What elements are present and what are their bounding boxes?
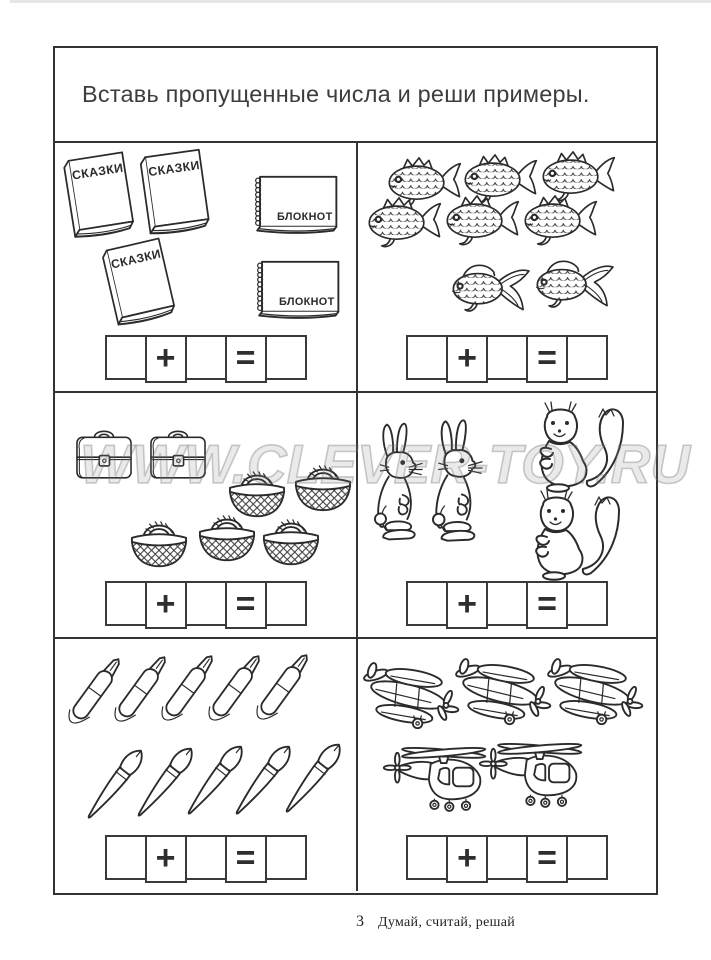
biplane-icon <box>362 659 458 731</box>
rabbit-icon <box>432 411 484 551</box>
biplane-icon <box>546 655 642 727</box>
plus-sign: + <box>446 581 488 629</box>
book-series-title: Думай, считай, решай <box>378 915 515 930</box>
addend2-box[interactable] <box>486 335 528 380</box>
book-icon <box>133 144 215 243</box>
scan-artifact <box>10 0 711 3</box>
cell-books-notepads <box>55 143 358 393</box>
title-row <box>55 48 656 143</box>
addend1-box[interactable] <box>406 835 448 880</box>
paint-brush-icon <box>273 733 353 823</box>
equation-strip <box>105 835 307 883</box>
fish-icon <box>522 193 598 245</box>
addend1-box[interactable] <box>406 581 448 626</box>
addend2-box[interactable] <box>486 581 528 626</box>
sum-box[interactable] <box>265 581 307 626</box>
basket-icon <box>129 513 189 569</box>
addend1-box[interactable] <box>105 835 147 880</box>
equals-sign: = <box>225 335 267 383</box>
sum-box[interactable] <box>566 335 608 380</box>
helicopter-icon <box>484 737 588 809</box>
cell-schoolbags-baskets <box>55 393 358 639</box>
equals-sign: = <box>225 581 267 629</box>
book-title: СКАЗКИ <box>147 158 201 180</box>
equation-strip <box>105 581 307 629</box>
notepad-title: БЛОКНОТ <box>276 211 333 224</box>
addend2-box[interactable] <box>185 835 227 880</box>
addend2-box[interactable] <box>185 335 227 380</box>
fish-icon <box>366 195 442 247</box>
sum-box[interactable] <box>265 835 307 880</box>
equation-strip <box>105 335 307 383</box>
plus-sign: + <box>145 835 187 883</box>
page-number: 3 <box>356 913 364 930</box>
notepad-icon <box>243 173 343 239</box>
addend2-box[interactable] <box>486 835 528 880</box>
equation-strip <box>406 335 608 383</box>
cell-pens-brushes <box>55 639 358 891</box>
book-title: СКАЗКИ <box>109 246 163 272</box>
basket-icon <box>293 457 353 513</box>
goldfish-icon <box>450 255 534 319</box>
sum-box[interactable] <box>265 335 307 380</box>
sum-box[interactable] <box>566 835 608 880</box>
sum-box[interactable] <box>566 581 608 626</box>
equals-sign: = <box>526 335 568 383</box>
goldfish-icon <box>534 251 618 315</box>
addend1-box[interactable] <box>406 335 448 380</box>
plus-sign: + <box>446 835 488 883</box>
addend1-box[interactable] <box>105 581 147 626</box>
worksheet-frame <box>53 46 658 895</box>
fountain-pen-icon <box>249 643 313 739</box>
helicopter-icon <box>388 741 492 813</box>
equation-strip <box>406 581 608 629</box>
page-footer <box>356 913 515 931</box>
plus-sign: + <box>446 335 488 383</box>
equals-sign: = <box>225 835 267 883</box>
cell-rabbits-squirrels <box>358 393 656 639</box>
squirrel-icon <box>526 489 628 581</box>
book-icon <box>56 146 139 246</box>
plus-sign: + <box>145 581 187 629</box>
addend1-box[interactable] <box>105 335 147 380</box>
rabbit-icon <box>374 413 424 551</box>
cell-fish <box>358 143 656 393</box>
basket-icon <box>197 507 257 563</box>
equals-sign: = <box>526 581 568 629</box>
basket-icon <box>261 511 321 567</box>
biplane-icon <box>454 655 550 727</box>
book-icon <box>93 233 183 333</box>
addend2-box[interactable] <box>185 581 227 626</box>
exercise-grid <box>55 143 656 891</box>
plus-sign: + <box>145 335 187 383</box>
equation-strip <box>406 835 608 883</box>
fish-icon <box>444 193 520 245</box>
schoolbag-icon <box>147 423 209 485</box>
notepad-title: БЛОКНОТ <box>278 296 335 309</box>
equals-sign: = <box>526 835 568 883</box>
schoolbag-icon <box>73 423 135 485</box>
notepad-icon <box>245 258 345 324</box>
cell-planes-helicopters <box>358 639 656 891</box>
book-title: СКАЗКИ <box>71 160 125 183</box>
page-title: Вставь пропущенные числа и реши примеры. <box>82 81 590 107</box>
squirrel-icon <box>530 401 632 493</box>
